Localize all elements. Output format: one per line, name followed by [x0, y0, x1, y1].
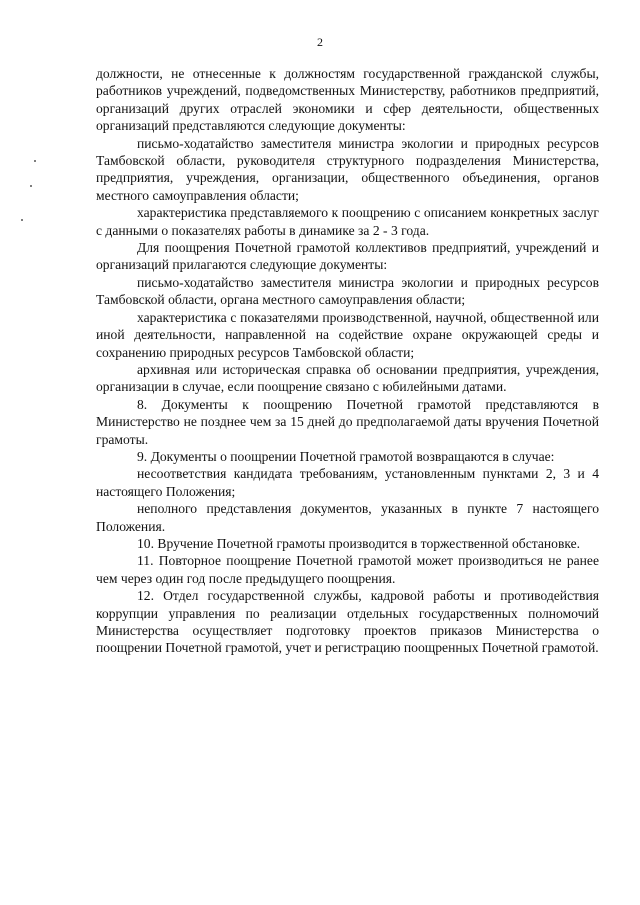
paragraph: должности, не отнесенные к должностям государственной гражданской службы, работников учреждений, подведомственных Министерству, работников предприятий, организаций других отраслей экономики и сфер деятельности, общественных организаций представляются следующие документы:	[96, 66, 599, 134]
paragraph: 9. Документы о поощрении Почетной грамотой возвращаются в случае:	[137, 448, 555, 464]
paragraph: письмо-ходатайство заместителя министра экологии и природных ресурсов Тамбовской области, органа местного самоуправления области;	[96, 274, 599, 308]
paragraph: 8. Документы к поощрению Почетной грамотой представляются в Министерство не позднее чем за 15 дней до предполагаемой даты вручения Почетной грамоты.	[96, 396, 599, 447]
scan-speck	[30, 185, 32, 187]
scan-speck	[34, 160, 36, 162]
paragraph: архивная или историческая справка об основании предприятия, учреждения, организации в случае, если поощрение связано с юбилейными датами.	[96, 361, 599, 395]
scan-speck	[21, 219, 23, 221]
paragraph: Для поощрения Почетной грамотой коллективов предприятий, учреждений и организаций прилагаются следующие документы:	[96, 240, 599, 273]
paragraph: характеристика представляемого к поощрению с описанием конкретных заслуг с данными о показателях работы в динамике за 2 - 3 года.	[96, 205, 599, 238]
paragraph: 12. Отдел государственной службы, кадровой работы и противодействия коррупции управления по реализации отдельных государственных полномочий Министерства осуществляет подготовку проектов приказов Министерства о поощрении Почетной грамотой, учет и регистрацию поощренных Почетной грамотой.	[96, 588, 599, 656]
paragraph: письмо-ходатайство заместителя министра экологии и природных ресурсов Тамбовской области, руководителя структурного подразделения Министерства, предприятия, учреждения, организации, общественного объединения, органов местного самоуправления области;	[96, 135, 599, 203]
paragraph: неполного представления документов, указанных в пункте 7 настоящего Положения.	[96, 501, 599, 534]
paragraph: 10. Вручение Почетной грамоты производится в торжественной обстановке.	[137, 535, 581, 551]
paragraph: характеристика с показателями производственной, научной, общественной или иной деятельности, направленной на содействие охране окружающей среды и сохранению природных ресурсов Тамбовской области;	[96, 309, 599, 360]
paragraph: несоответствия кандидата требованиям, установленным пунктами 2, 3 и 4 настоящего Положения;	[96, 466, 599, 499]
paragraph: 11. Повторное поощрение Почетной грамотой может производиться не ранее чем через один год после предыдущего поощрения.	[96, 553, 599, 586]
document-body	[96, 65, 599, 657]
page-number: 2	[317, 35, 323, 49]
